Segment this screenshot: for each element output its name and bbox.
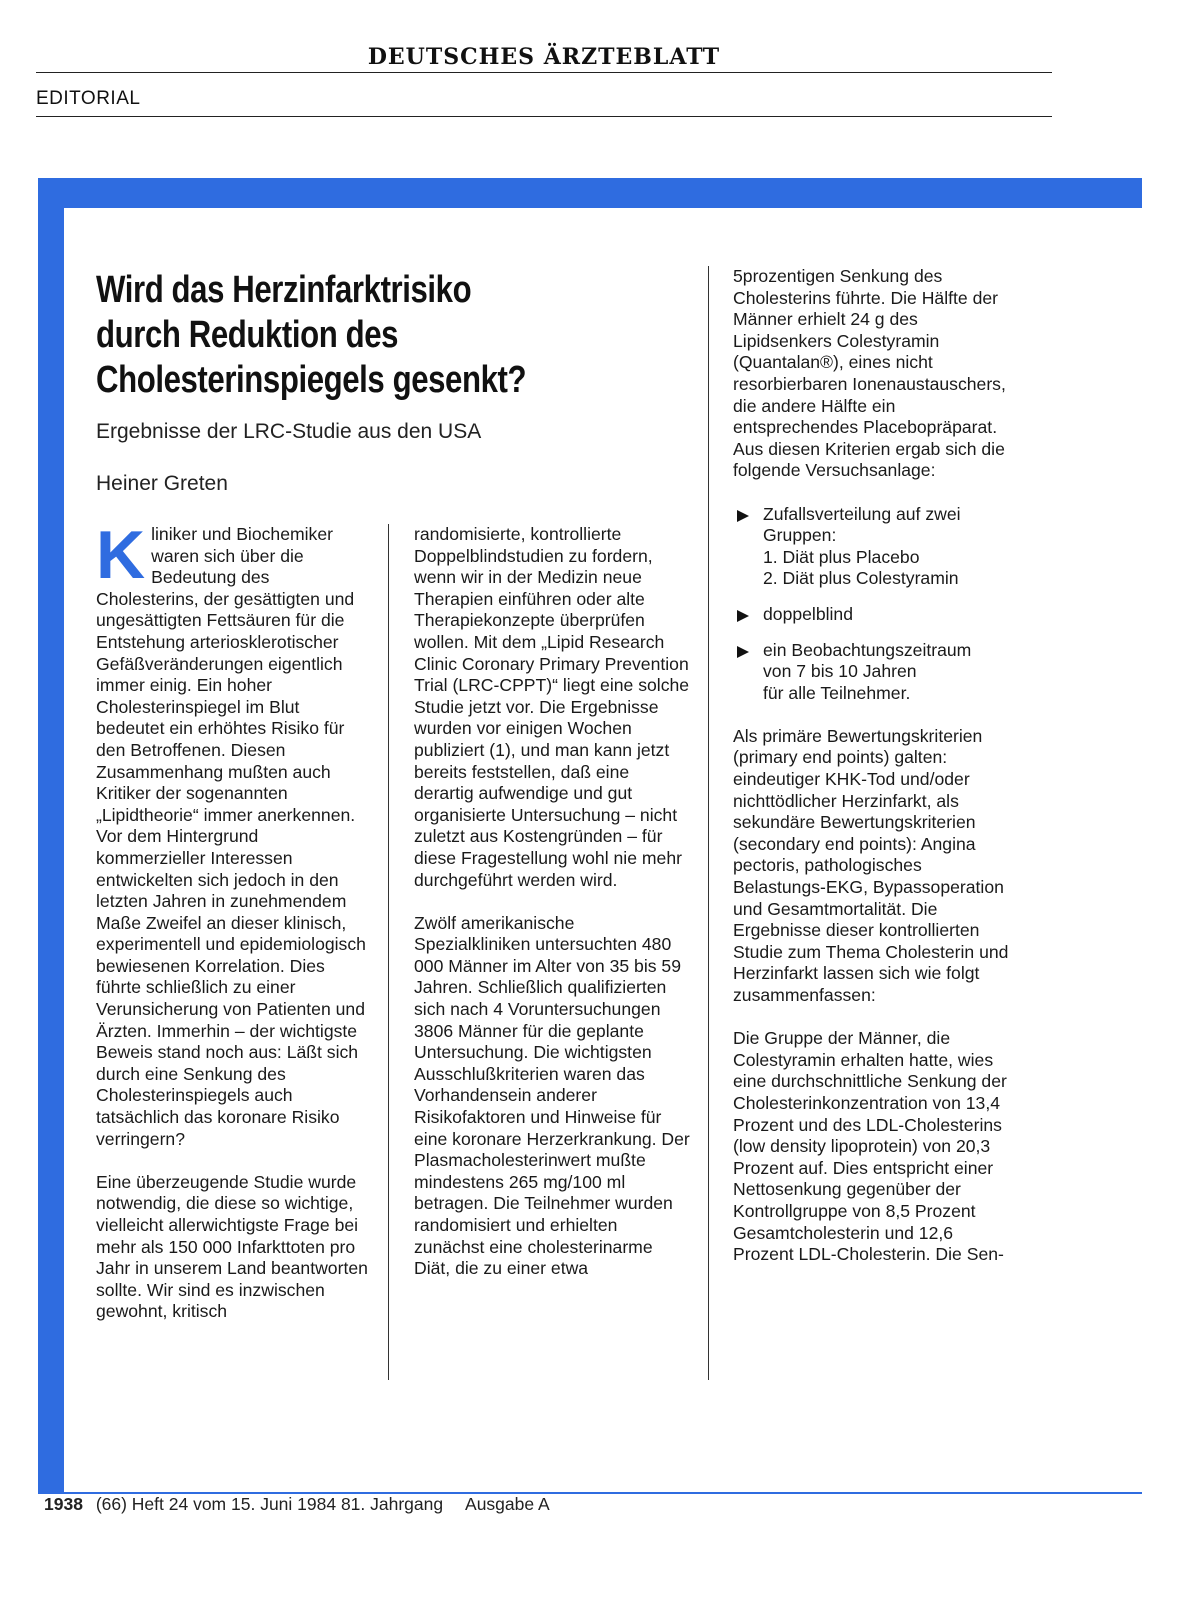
masthead-rule (36, 72, 1052, 73)
edition: Ausgabe A (465, 1494, 550, 1514)
page-number: 1938 (44, 1494, 83, 1514)
trial-design-list (733, 504, 1013, 705)
paragraph: Kliniker und Biochemiker waren sich über die Bedeutung des Cholesterins, der gesättigten und ungesättigten Fettsäuren für die Entstehung arteriosklerotischer Gefäßveränderungen eigentlich immer einig. Ein hoher Cholesterinspiegel im Blut bedeutet ein erhöhtes Risiko für den Betroffenen. Diesen Zusammenhang mußten auch Kritiker der sogenannten „Lipidtheorie“ immer anerkennen. Vor dem Hintergrund kommerzieller Interessen entwickelten sich jedoch in den letzten Jahren in zunehmendem Maße Zweifel an dieser klinisch, experimentell und epidemiologisch bewiesenen Korrelation. Dies führte schließlich zu einer Verunsicherung von Patienten und Ärzten. Immerhin – der wichtigste Beweis stand noch aus: Läßt sich durch eine Senkung des Cholesterinspiegels auch tatsächlich das koronare Risiko verringern? (96, 517, 366, 1149)
triangle-bullet-icon (737, 510, 749, 522)
column-divider (388, 524, 389, 1380)
article-author: Heiner Greten (96, 472, 228, 495)
paragraph: Zwölf amerikanische Spezialkliniken untersuchten 480 000 Männer im Alter von 35 bis 59 Jahren. Schließlich qualifizierten sich nach 4 Voruntersuchungen 3806 Männer für die geplante Untersuchung. Die wichtigsten Ausschlußkriterien waren das Vorhandensein anderer Risikofaktoren und Hinweise für eine koronare Herzerkrankung. Der Plasmacholesterinwert mußte mindestens 265 mg/100 ml betragen. Die Teilnehmer wurden randomisiert und erhielten zunächst eine cholesterinarme Diät, die zu einer etwa (414, 912, 690, 1279)
article-title: Wird das Herzinfarktrisiko durch Reduktion des Cholesterinspiegels gesenkt? (96, 269, 527, 401)
triangle-bullet-icon (737, 610, 749, 622)
section-rule (36, 116, 1052, 117)
masthead: DEUTSCHES ÄRZTEBLATT (367, 44, 721, 70)
triangle-bullet-icon (737, 646, 749, 658)
paragraph: Eine überzeugende Studie wurde notwendig, die diese so wichtige, vielleicht allerwichtigste Frage bei mehr als 150 000 Infarkttoten pro Jahr in unserem Land beantworten sollte. Wir sind es inzwischen gewohnt, kritisch (96, 1171, 368, 1322)
page-footer (44, 1494, 550, 1515)
paragraph: 5prozentigen Senkung des Cholesterins führte. Die Hälfte der Männer erhielt 24 g des Lipidsenkers Colestyramin (Quantalan®), eines nicht resorbierbaren Ionenaustauschers, die andere Hälfte ein entsprechendes Placebopräparat. Aus diesen Kriterien ergab sich die folgende Versuchsanlage: (733, 266, 1006, 481)
column-1 (96, 517, 372, 1345)
drop-cap: K (96, 517, 146, 593)
paragraph: Als primäre Bewertungskriterien (primary end points) galten: eindeutiger KHK-Tod und/oder nichttödlicher Herzinfarkt, als sekundäre Bewertungskriterien (secondary end points): Angina pectoris, pathologisches Belastungs-EKG, Bypassoperation und Gesamtmortalität. Die Ergebnisse dieser kontrollierten Studie zum Thema Cholesterin und Herzinfarkt lassen sich wie folgt zusammenfassen: (733, 725, 1009, 1005)
column-3 (733, 266, 1013, 1287)
issue-info: (66) Heft 24 vom 15. Juni 1984 81. Jahrgang (95, 1494, 444, 1514)
list-item: ein Beobachtungszeitraum von 7 bis 10 Jahren für alle Teilnehmer. (733, 640, 1013, 705)
list-item: doppelblind (733, 604, 1013, 626)
article-subtitle: Ergebnisse der LRC-Studie aus den USA (96, 420, 482, 443)
paragraph: Die Gruppe der Männer, die Colestyramin erhalten hatte, wies eine durchschnittliche Senkung der Cholesterinkonzentration von 13,4 Prozent und des LDL-Cholesterins (low density lipoprotein) von 20,3 Prozent auf. Dies entspricht einer Nettosenkung gegenüber der Kontrollgruppe von 8,5 Prozent Gesamtcholesterin und 12,6 Prozent LDL-Cholesterin. Die Sen- (733, 1028, 1007, 1265)
paragraph: randomisierte, kontrollierte Doppelblindstudien zu fordern, wenn wir in der Medizin neue Therapien einführen oder alte Therapiekonzepte überprüfen wollen. Mit dem „Lipid Research Clinic Coronary Primary Prevention Trial (LRC-CPPT)“ liegt eine solche Studie jetzt vor. Die Ergebnisse wurden vor einigen Wochen publiziert (1), und man kann jetzt bereits feststellen, daß eine derartig aufwendige und gut organisierte Untersuchung – nicht zuletzt aus Kostengründen – für diese Fragestellung wohl nie mehr durchgeführt werden wird. (414, 524, 690, 890)
column-2 (414, 524, 692, 1301)
column-divider (708, 266, 709, 1380)
list-item: Zufallsverteilung auf zwei Gruppen: 1. Diät plus Placebo 2. Diät plus Colestyramin (733, 504, 1013, 590)
section-label: EDITORIAL (36, 88, 141, 109)
